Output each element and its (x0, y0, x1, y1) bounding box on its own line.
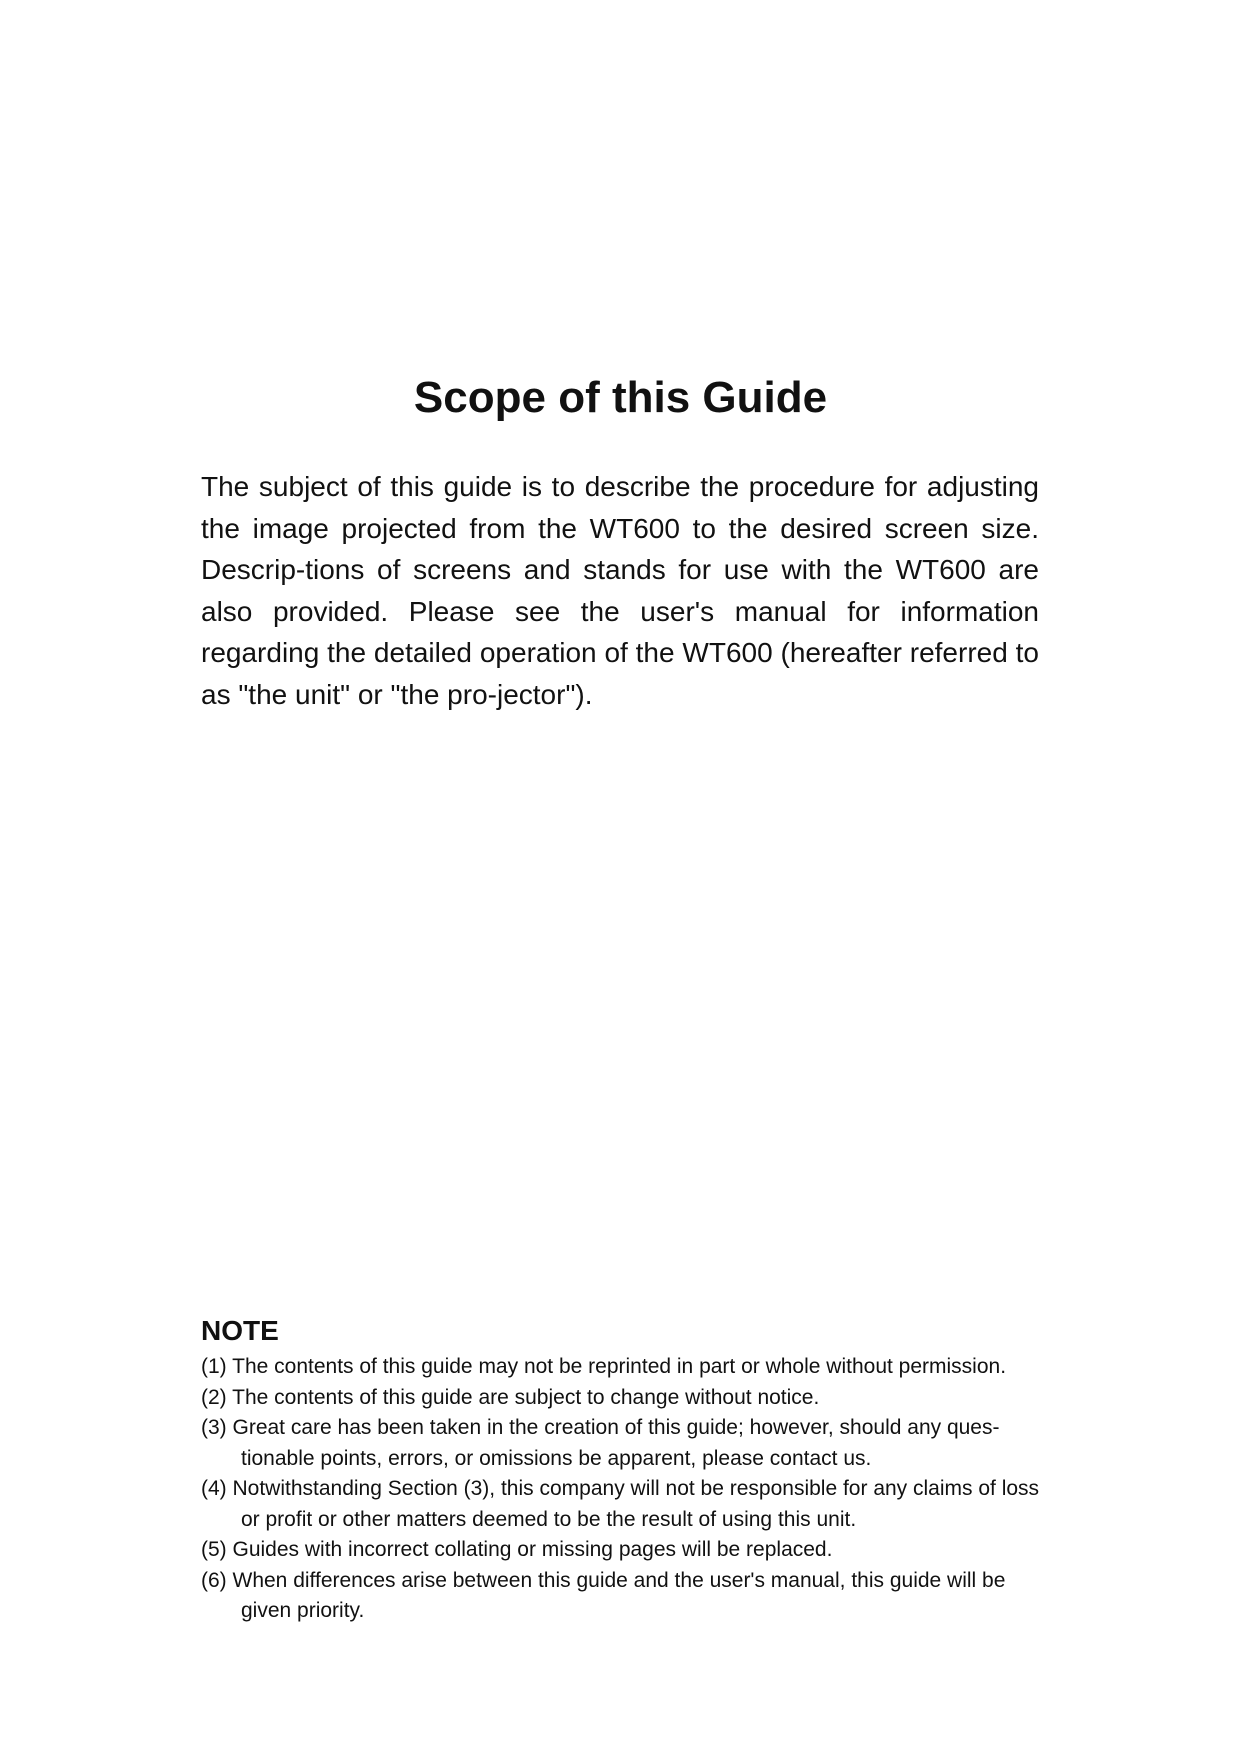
note-item-6: (6) When differences arise between this guide and the user's manual, this guide will be given priority. (201, 1568, 1006, 1622)
note-item-5: (5) Guides with incorrect collating or missing pages will be replaced. (201, 1538, 833, 1561)
note-item-1: (1) The contents of this guide may not be reprinted in part or whole without permission. (201, 1355, 1007, 1378)
note-list (201, 1352, 1051, 1627)
note-item-3: (3) Great care has been taken in the creation of this guide; however, should any ques-tionable points, errors, or omissions be apparent, please contact us. (201, 1416, 1000, 1470)
note-item-4: (4) Notwithstanding Section (3), this company will not be responsible for any claims of loss or profit or other matters deemed to be the result of using this unit. (201, 1477, 1040, 1531)
note-section (201, 1314, 1051, 1627)
note-item-2: (2) The contents of this guide are subject to change without notice. (201, 1385, 820, 1409)
page-title: Scope of this Guide (413, 373, 828, 422)
intro-paragraph: The subject of this guide is to describe the procedure for adjusting the image projected from the WT600 to the desired screen size. Descrip-tions of screens and stands for use with the WT600 are also provided. Please see the user's manual for information regarding the detailed operation of the WT600 (hereafter referred to as "the unit" or "the pro-jector"). (201, 471, 1039, 710)
note-heading: NOTE (201, 1315, 279, 1346)
